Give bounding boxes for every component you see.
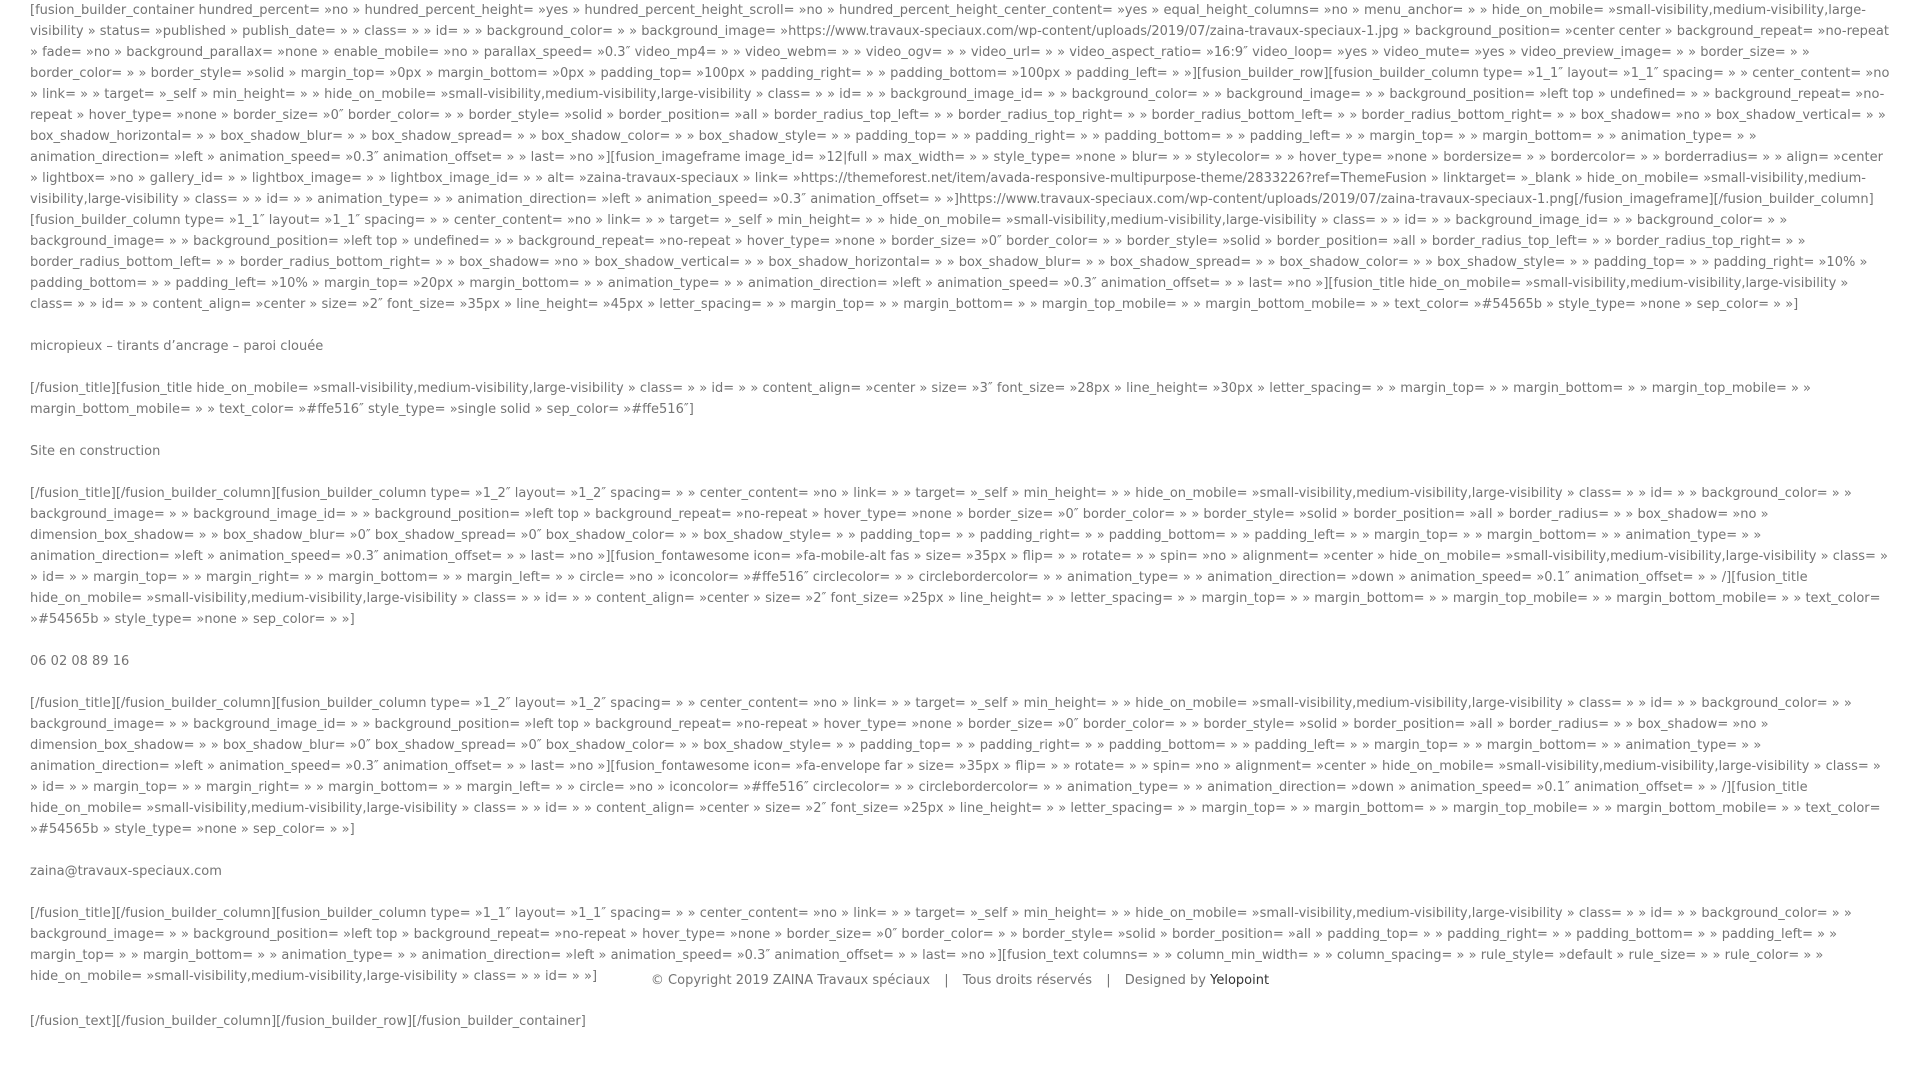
- shortcode-text-block: [/fusion_title][/fusion_builder_column][fusion_builder_column type= »1_1″ layout= »1_1″ spacing= » » center_content= »no » link= » » target= »_self » min_height= » » hide_on_mobile= »small-visibility,medium-visibility,large-visibility » class= » » id= » » background_color= » » background_image= » » background_position= »left top » background_repeat= »no-repeat » hover_type= »none » border_size= »0″ border_color= » » border_style= »solid » border_position= »all » padding_top= » » padding_right= » » padding_bottom= » » padding_left= » » margin_top= » » margin_bottom= » » animation_type= » » animation_direction= »left » animation_speed= »0.3″ animation_offset= » » last= »no »][fusion_text columns= » » column_min_width= » » column_spacing= » » rule_style= »default » rule_size= » » rule_color= » » hide_on_mobile= »small-visibility,medium-visibility,large-visibility » class= » » id= » »]: [30, 906, 1856, 984]
- rights-text: Tous droits réservés: [962, 973, 1093, 988]
- copyright-text: © Copyright 2019 ZAINA Travaux spéciaux: [650, 973, 931, 988]
- phone-text: 06 02 08 89 16: [30, 654, 130, 669]
- designed-by-text: Designed by: [1124, 973, 1206, 988]
- spacer: [30, 462, 1890, 483]
- shortcode-text-block: [fusion_builder_container hundred_percent= »no » hundred_percent_height= »yes » hundred_percent_height_scroll= »no » hundred_percent_height_center_content= »yes » equal_height_columns= »no » menu_anchor= » » hide_on_mobile= »small-visibility,medium-visibility,large-visibility » status= »published » publish_date= » » class= » » id= » » background_color= » » background_image= »https://www.travaux-speciaux.com/wp-content/uploads/2019/07/zaina-travaux-speciaux-1.jpg » background_position= »center center » background_repeat= »no-repeat » fade= »no » background_parallax= »none » enable_mobile= »no » parallax_speed= »0.3″ video_mp4= » » video_webm= » » video_ogv= » » video_url= » » video_aspect_ratio= »16:9″ video_loop= »yes » video_mute= »yes » video_preview_image= » » border_size= » » border_color= » » border_style= »solid » margin_top= »0px » margin_bottom= »0px » padding_top= »100px » padding_right= » » padding_bottom= »100px » padding_left= » »][fusion_builder_row][fusion_builder_column type= »1_1″ layout= »1_1″ spacing= » » center_content= »no » link= » » target= »_self » min_height= » » hide_on_mobile= »small-visibility,medium-visibility,large-visibility » class= » » id= » » background_image_id= » » background_color= » » background_image= » » background_position= »left top » undefined= » » background_repeat= »no-repeat » hover_type= »none » border_size= »0″ border_color= » » border_style= »solid » border_position= »all » border_radius_top_left= » » border_radius_top_right= » » border_radius_bottom_left= » » border_radius_bottom_right= » » box_shadow= »no » box_shadow_vertical= » » box_shadow_horizontal= » » box_shadow_blur= » » box_shadow_spread= » » box_shadow_color= » » box_shadow_style= » » padding_top= » » padding_right= » » padding_bottom= » » padding_left= » » margin_top= » » margin_bottom= » » animation_type= » » animation_direction= »left » animation_speed= »0.3″ animation_offset= » » last= »no »][fusion_imageframe image_id= »12|full » max_width= » » style_type= »none » blur= » » stylecolor= » » hover_type= »none » bordersize= » » bordercolor= » » borderradius= » » align= »center » lightbox= »no » gallery_id= » » lightbox_image= » » lightbox_image_id= » » alt= »zaina-travaux-speciaux » link= »https://themeforest.net/item/avada-responsive-multipurpose-theme/2833226?ref=ThemeFusion » linktarget= »_blank » hide_on_mobile= »small-visibility,medium-visibility,large-visibility » class= » » id= » » animation_type= » » animation_direction= »left » animation_speed= »0.3″ animation_offset= » »]https://www.travaux-speciaux.com/wp-content/uploads/2019/07/zaina-travaux-speciaux-1.png[/fusion_imageframe][/fusion_builder_column][fusion_builder_column type= »1_1″ layout= »1_1″ spacing= » » center_content= »no » link= » » target= »_self » min_height= » » hide_on_mobile= »small-visibility,medium-visibility,large-visibility » class= » » id= » » background_image_id= » » background_color= » » background_image= » » background_position= »left top » undefined= » » background_repeat= »no-repeat » hover_type= »none » border_size= »0″ border_color= » » border_style= »solid » border_position= »all » border_radius_top_left= » » border_radius_top_right= » » border_radius_bottom_left= » » border_radius_bottom_right= » » box_shadow= »no » box_shadow_vertical= » » box_shadow_horizontal= » » box_shadow_blur= » » box_shadow_spread= » » box_shadow_color= » » box_shadow_style= » » padding_top= » » padding_right= »10% » padding_bottom= » » padding_left= »10% » margin_top= »20px » margin_bottom= » » animation_type= » » animation_direction= »left » animation_speed= »0.3″ animation_offset= » » last= »no »][fusion_title hide_on_mobile= »small-visibility,medium-visibility,large-visibility » class= » » id= » » content_align= »center » size= »2″ font_size= »35px » line_height= »45px » letter_spacing= » » margin_top= » » margin_bottom= » » margin_top_mobile= » » margin_bottom_mobile= » » text_color= »#54565b » style_type= »none » sep_color= » »]: [30, 3, 1894, 312]
- shortcode-text-block: [/fusion_title][/fusion_builder_column][fusion_builder_column type= »1_2″ layout= »1_2″ spacing= » » center_content= »no » link= » » target= »_self » min_height= » » hide_on_mobile= »small-visibility,medium-visibility,large-visibility » class= » » id= » » background_color= » » background_image= » » background_image_id= » » background_position= »left top » background_repeat= »no-repeat » hover_type= »none » border_size= »0″ border_color= » » border_style= »solid » border_position= »all » border_radius= » » box_shadow= »no » dimension_box_shadow= » » box_shadow_blur= »0″ box_shadow_spread= »0″ box_shadow_color= » » box_shadow_style= » » padding_top= » » padding_right= » » padding_bottom= » » padding_left= » » margin_top= » » margin_bottom= » » animation_type= » » animation_direction= »left » animation_speed= »0.3″ animation_offset= » » last= »no »][fusion_fontawesome icon= »fa-mobile-alt fas » size= »35px » flip= » » rotate= » » spin= »no » alignment= »center » hide_on_mobile= »small-visibility,medium-visibility,large-visibility » class= » » id= » » margin_top= » » margin_right= » » margin_bottom= » » margin_left= » » circle= »no » iconcolor= »#ffe516″ circlecolor= » » circlebordercolor= » » animation_type= » » animation_direction= »down » animation_speed= »0.1″ animation_offset= » » /][fusion_title hide_on_mobile= »small-visibility,medium-visibility,large-visibility » class= » » id= » » content_align= »center » size= »2″ font_size= »25px » line_height= » » letter_spacing= » » margin_top= » » margin_bottom= » » margin_top_mobile= » » margin_bottom_mobile= » » text_color= »#54565b » style_type= »none » sep_color= » »]: [30, 486, 1893, 627]
- spacer: [30, 630, 1890, 651]
- shortcode-text-block: [/fusion_title][/fusion_builder_column][fusion_builder_column type= »1_2″ layout= »1_2″ spacing= » » center_content= »no » link= » » target= »_self » min_height= » » hide_on_mobile= »small-visibility,medium-visibility,large-visibility » class= » » id= » » background_color= » » background_image= » » background_image_id= » » background_position= »left top » background_repeat= »no-repeat » hover_type= »none » border_size= »0″ border_color= » » border_style= »solid » border_position= »all » border_radius= » » box_shadow= »no » dimension_box_shadow= » » box_shadow_blur= »0″ box_shadow_spread= »0″ box_shadow_color= » » box_shadow_style= » » padding_top= » » padding_right= » » padding_bottom= » » padding_left= » » margin_top= » » margin_bottom= » » animation_type= » » animation_direction= »left » animation_speed= »0.3″ animation_offset= » » last= »no »][fusion_fontawesome icon= »fa-envelope far » size= »35px » flip= » » rotate= » » spin= »no » alignment= »center » hide_on_mobile= »small-visibility,medium-visibility,large-visibility » class= » » id= » » margin_top= » » margin_right= » » margin_bottom= » » margin_left= » » circle= »no » iconcolor= »#ffe516″ circlecolor= » » circlebordercolor= » » animation_type= » » animation_direction= »down » animation_speed= »0.1″ animation_offset= » » /][fusion_title hide_on_mobile= »small-visibility,medium-visibility,large-visibility » class= » » id= » » content_align= »center » size= »2″ font_size= »25px » line_height= » » letter_spacing= » » margin_top= » » margin_bottom= » » margin_top_mobile= » » margin_bottom_mobile= » » text_color= »#54565b » style_type= »none » sep_color= » »]: [30, 696, 1885, 837]
- spacer: [30, 420, 1890, 441]
- construction-text: Site en construction: [30, 444, 161, 459]
- spacer: [30, 357, 1890, 378]
- spacer: [30, 840, 1890, 861]
- spacer: [30, 882, 1890, 903]
- tagline-text: micropieux – tirants d’ancrage – paroi clouée: [30, 339, 324, 354]
- footer: [0, 970, 1920, 991]
- footer-separator: |: [944, 973, 949, 988]
- shortcode-text-block: [/fusion_title][fusion_title hide_on_mobile= »small-visibility,medium-visibility,large-visibility » class= » » id= » » content_align= »center » size= »3″ font_size= »28px » line_height= »30px » letter_spacing= » » margin_top= » » margin_bottom= » » margin_top_mobile= » » margin_bottom_mobile= » » text_color= »#ffe516″ style_type= »single solid » sep_color= »#ffe516″]: [30, 381, 1816, 417]
- spacer: [30, 672, 1890, 693]
- spacer: [30, 315, 1890, 336]
- email-text: zaina@travaux-speciaux.com: [30, 864, 222, 879]
- closing-shortcode-text: [/fusion_text][/fusion_builder_column][/fusion_builder_row][/fusion_builder_container]: [30, 1014, 586, 1029]
- designer-link[interactable]: Yelopoint: [1210, 973, 1270, 988]
- page-content: [30, 0, 1894, 987]
- footer-separator: |: [1106, 973, 1111, 988]
